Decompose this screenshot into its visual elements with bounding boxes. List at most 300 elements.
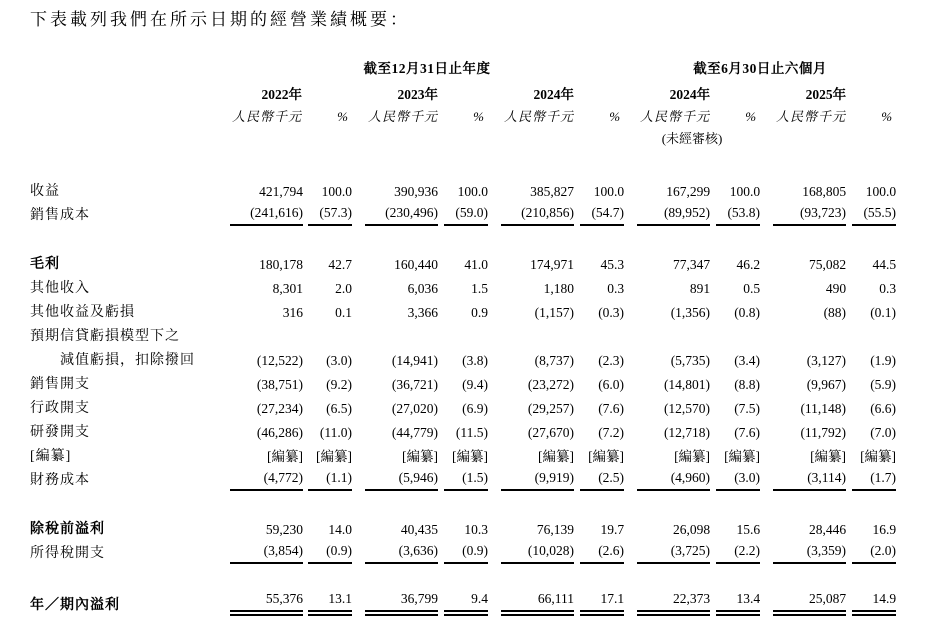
percent-value: 0.5 [743, 281, 761, 296]
percent-value: [編纂] [588, 449, 625, 464]
amount-value: (241,616) [230, 204, 303, 226]
value-cell [302, 299, 352, 323]
percent-value: (0.9) [308, 542, 352, 564]
value-cell [574, 371, 624, 395]
value-cell [760, 467, 846, 491]
percent-value: 16.9 [872, 522, 897, 537]
value-cell [574, 395, 624, 419]
percent-value: (53.8) [716, 204, 760, 226]
percent-value: (7.6) [734, 425, 761, 440]
amount-value: (3,725) [637, 542, 710, 564]
value-cell [438, 589, 488, 616]
percent-value: 44.5 [872, 257, 897, 272]
percent-value: (7.6) [598, 401, 625, 416]
value-cell [624, 419, 710, 443]
percent-value: 100.0 [729, 184, 761, 199]
percent-value: 19.7 [600, 522, 625, 537]
value-cell [710, 275, 760, 299]
amount-value: (12,718) [663, 425, 711, 440]
value-cell [230, 516, 302, 540]
value-cell [624, 275, 710, 299]
spacer-row [30, 564, 896, 589]
value-cell [488, 323, 574, 347]
value-cell [710, 299, 760, 323]
empty-cell [302, 127, 352, 149]
empty-cell [574, 127, 624, 149]
value-cell [230, 347, 302, 371]
value-cell [760, 540, 846, 564]
empty-cell [846, 79, 896, 105]
value-cell [710, 443, 760, 467]
percent-value: (1.9) [870, 353, 897, 368]
corner-cell [30, 57, 230, 79]
percent-value: (2.5) [580, 469, 624, 491]
value-cell [352, 251, 438, 275]
amount-value: (27,234) [256, 401, 303, 416]
amount-value: 77,347 [672, 257, 711, 272]
value-cell [846, 251, 896, 275]
amount-value: (9,919) [501, 469, 574, 491]
value-cell [352, 467, 438, 491]
amount-value: [編纂] [538, 449, 574, 464]
percent-value: [編纂] [724, 449, 761, 464]
amount-value: (230,496) [365, 204, 438, 226]
empty-cell [488, 127, 574, 149]
value-cell [302, 202, 352, 226]
value-cell [624, 371, 710, 395]
value-cell [574, 202, 624, 226]
empty-cell [30, 564, 896, 589]
row-label: 毛利 [30, 257, 60, 272]
value-cell [624, 323, 710, 347]
percent-value: 0.3 [607, 281, 625, 296]
percent-value: 14.9 [852, 590, 896, 616]
amount-value: (4,960) [637, 469, 710, 491]
value-cell [760, 443, 846, 467]
corner-cell [30, 105, 230, 127]
percent-value: (0.3) [598, 305, 625, 320]
value-cell [624, 589, 710, 616]
value-cell [574, 178, 624, 202]
amount-value: 26,098 [672, 522, 711, 537]
value-cell [846, 467, 896, 491]
value-cell [846, 202, 896, 226]
value-cell [352, 323, 438, 347]
percent-value: (6.0) [598, 377, 625, 392]
percent-value: 0.9 [471, 305, 488, 320]
amount-value: (44,779) [391, 425, 438, 440]
group-header-row [30, 57, 896, 79]
value-cell [624, 299, 710, 323]
percent-value: 10.3 [464, 522, 488, 537]
value-cell [302, 467, 352, 491]
amount-value: 385,827 [530, 184, 574, 199]
percent-value: 100.0 [865, 184, 897, 199]
percent-value: (57.3) [308, 204, 352, 226]
percent-value: (1.1) [308, 469, 352, 491]
amount-value: (210,856) [501, 204, 574, 226]
percent-value: 13.1 [308, 590, 352, 616]
percent-header: % [881, 109, 893, 124]
amount-value: 160,440 [394, 257, 438, 272]
amount-value: (29,257) [527, 401, 574, 416]
percent-value: 13.4 [716, 590, 760, 616]
percent-value: [編纂] [860, 449, 897, 464]
value-cell [760, 323, 846, 347]
value-cell [574, 419, 624, 443]
table-row [30, 419, 896, 443]
percent-value: (3.0) [716, 469, 760, 491]
row-label: 年／期內溢利 [30, 598, 120, 613]
value-cell [710, 467, 760, 491]
row-label: 銷售開支 [30, 377, 90, 392]
percent-value: 0.3 [879, 281, 897, 296]
value-cell [438, 371, 488, 395]
percent-value: (9.4) [462, 377, 488, 392]
value-cell [230, 323, 302, 347]
value-cell [438, 467, 488, 491]
row-label: 所得稅開支 [30, 546, 105, 561]
percent-value: (6.5) [326, 401, 352, 416]
row-label: 預期信貸虧損模型下之 [30, 329, 180, 344]
percent-value: (7.2) [598, 425, 625, 440]
spacer-row [30, 491, 896, 516]
amount-value: 891 [689, 281, 711, 296]
amount-value: (5,946) [365, 469, 438, 491]
percent-value: 15.6 [736, 522, 761, 537]
amount-value: [編纂] [402, 449, 438, 464]
value-cell [846, 589, 896, 616]
percent-value: 2.0 [335, 281, 352, 296]
row-label: [編纂] [30, 449, 72, 464]
value-cell [760, 395, 846, 419]
value-cell [624, 516, 710, 540]
value-cell [302, 395, 352, 419]
value-cell [624, 467, 710, 491]
value-cell [624, 178, 710, 202]
value-cell [846, 275, 896, 299]
year-header: 2023年 [397, 87, 438, 102]
value-cell [438, 516, 488, 540]
amount-value: (27,020) [391, 401, 438, 416]
table-row [30, 395, 896, 419]
amount-value: 8,301 [272, 281, 303, 296]
percent-value: (5.9) [870, 377, 897, 392]
amount-value: 36,799 [365, 590, 438, 616]
value-cell [438, 251, 488, 275]
amount-value: 167,299 [666, 184, 711, 199]
unaudited-row [30, 127, 896, 149]
value-cell [352, 443, 438, 467]
percent-value: 1.5 [471, 281, 488, 296]
amount-value: (88) [823, 305, 847, 320]
row-label: 除稅前溢利 [30, 522, 105, 537]
empty-cell [438, 127, 488, 149]
value-cell [438, 178, 488, 202]
value-cell [846, 516, 896, 540]
value-cell [438, 419, 488, 443]
value-cell [352, 540, 438, 564]
amount-value: [編纂] [267, 449, 303, 464]
amount-value: 40,435 [400, 522, 438, 537]
value-cell [230, 589, 302, 616]
value-cell [488, 419, 574, 443]
table-row [30, 540, 896, 564]
empty-cell [574, 79, 624, 105]
percent-value: 100.0 [593, 184, 625, 199]
value-cell [488, 395, 574, 419]
amount-value: (11,148) [800, 401, 847, 416]
value-cell [488, 347, 574, 371]
percent-value: (3.0) [326, 353, 352, 368]
value-cell [230, 467, 302, 491]
amount-value: 55,376 [230, 590, 303, 616]
percent-value: (2.3) [598, 353, 625, 368]
amount-value: (3,127) [806, 353, 847, 368]
amount-value: (9,967) [806, 377, 847, 392]
amount-value: (1,356) [670, 305, 711, 320]
value-cell [624, 395, 710, 419]
percent-value: (59.0) [444, 204, 488, 226]
amount-value: 390,936 [394, 184, 438, 199]
amount-value: 76,139 [536, 522, 574, 537]
percent-value: 100.0 [457, 184, 488, 199]
unit-header: 人民幣千元 [367, 109, 438, 124]
amount-value: 1,180 [543, 281, 574, 296]
empty-cell [710, 79, 760, 105]
value-cell [624, 347, 710, 371]
percent-value: 17.1 [580, 590, 624, 616]
value-cell [352, 589, 438, 616]
value-cell [624, 540, 710, 564]
percent-value: (0.1) [870, 305, 897, 320]
value-cell [230, 371, 302, 395]
value-cell [438, 443, 488, 467]
empty-cell [352, 127, 438, 149]
amount-value: (3,854) [230, 542, 303, 564]
amount-value: 180,178 [259, 257, 303, 272]
percent-value: (0.8) [734, 305, 761, 320]
value-cell [760, 516, 846, 540]
year-header: 2022年 [261, 87, 302, 102]
amount-value: 28,446 [808, 522, 847, 537]
value-cell [624, 251, 710, 275]
value-cell [302, 589, 352, 616]
value-cell [488, 540, 574, 564]
value-cell [574, 589, 624, 616]
value-cell [488, 589, 574, 616]
value-cell [574, 540, 624, 564]
percent-header: % [745, 109, 757, 124]
value-cell [710, 419, 760, 443]
amount-value: (23,272) [527, 377, 574, 392]
amount-value: (8,737) [534, 353, 574, 368]
percent-value: [編纂] [452, 449, 488, 464]
value-cell [302, 251, 352, 275]
amount-value: (46,286) [256, 425, 303, 440]
value-cell [352, 202, 438, 226]
value-cell [438, 540, 488, 564]
percent-value: (6.6) [870, 401, 897, 416]
value-cell [438, 395, 488, 419]
value-cell [710, 589, 760, 616]
empty-cell [846, 127, 896, 149]
value-cell [574, 323, 624, 347]
value-cell [710, 395, 760, 419]
percent-value: (2.0) [852, 542, 896, 564]
percent-value: 45.3 [600, 257, 625, 272]
year-header: 2024年 [533, 87, 574, 102]
value-cell [438, 202, 488, 226]
amount-value: 59,230 [265, 522, 303, 537]
amount-value: (10,028) [501, 542, 574, 564]
percent-value: (8.8) [734, 377, 761, 392]
percent-value: (9.2) [326, 377, 352, 392]
percent-header: % [609, 109, 621, 124]
amount-value: (5,735) [670, 353, 711, 368]
value-cell [760, 178, 846, 202]
year-header: 2024年 [669, 87, 711, 102]
percent-value: 41.0 [464, 257, 488, 272]
value-cell [488, 299, 574, 323]
amount-value: 3,366 [407, 305, 438, 320]
value-cell [710, 371, 760, 395]
row-label: 財務成本 [30, 473, 90, 488]
value-cell [438, 275, 488, 299]
value-cell [352, 299, 438, 323]
percent-value: (2.6) [580, 542, 624, 564]
table-row [30, 443, 896, 467]
value-cell [302, 178, 352, 202]
row-label: 收益 [30, 184, 60, 199]
page-title: 下表載列我們在所示日期的經營業績概要： [30, 10, 410, 29]
empty-cell [230, 127, 302, 149]
table-row [30, 516, 896, 540]
percent-value: 100.0 [321, 184, 352, 199]
value-cell [574, 275, 624, 299]
table-head [30, 57, 896, 178]
value-cell [846, 323, 896, 347]
amount-value: (4,772) [230, 469, 303, 491]
percent-value: (2.2) [716, 542, 760, 564]
value-cell [230, 443, 302, 467]
corner-cell [30, 79, 230, 105]
value-cell [574, 443, 624, 467]
value-cell [624, 202, 710, 226]
value-cell [352, 419, 438, 443]
percent-value: 14.0 [328, 522, 352, 537]
row-label: 銷售成本 [30, 208, 90, 223]
amount-value: 316 [282, 305, 303, 320]
value-cell [574, 467, 624, 491]
table-row [30, 589, 896, 616]
year-header: 2025年 [805, 87, 847, 102]
year-header-row [30, 79, 896, 105]
amount-value: (3,114) [773, 469, 846, 491]
value-cell [302, 275, 352, 299]
amount-value: 421,794 [259, 184, 303, 199]
empty-cell [30, 149, 896, 178]
value-cell [488, 275, 574, 299]
amount-value: (12,522) [256, 353, 303, 368]
amount-value: 75,082 [808, 257, 847, 272]
period-group-header: 截至12月31日止年度 [363, 61, 491, 76]
value-cell [846, 419, 896, 443]
value-cell [846, 395, 896, 419]
value-cell [710, 323, 760, 347]
value-cell [574, 347, 624, 371]
value-cell [352, 395, 438, 419]
percent-value: (55.5) [852, 204, 896, 226]
percent-value: (0.9) [444, 542, 488, 564]
unit-header: 人民幣千元 [640, 109, 711, 124]
value-cell [760, 251, 846, 275]
percent-value: 42.7 [328, 257, 352, 272]
percent-value: (7.5) [734, 401, 761, 416]
value-cell [302, 347, 352, 371]
amount-value: (93,723) [773, 204, 846, 226]
amount-value: 174,971 [530, 257, 574, 272]
amount-value: 22,373 [637, 590, 710, 616]
empty-cell [760, 127, 846, 149]
amount-value: (11,792) [800, 425, 847, 440]
value-cell [846, 371, 896, 395]
row-label: 其他收益及虧損 [30, 305, 135, 320]
value-cell [438, 299, 488, 323]
percent-value: (1.7) [852, 469, 896, 491]
amount-value: 66,111 [501, 590, 574, 616]
value-cell [710, 347, 760, 371]
amount-value: [編纂] [674, 449, 711, 464]
value-cell [710, 540, 760, 564]
value-cell [574, 251, 624, 275]
value-cell [488, 443, 574, 467]
percent-value: 9.4 [444, 590, 488, 616]
value-cell [302, 419, 352, 443]
value-cell [574, 516, 624, 540]
percent-value: (54.7) [580, 204, 624, 226]
value-cell [352, 371, 438, 395]
table-row [30, 275, 896, 299]
percent-value: (7.0) [870, 425, 897, 440]
value-cell [760, 299, 846, 323]
value-cell [230, 275, 302, 299]
unit-header: 人民幣千元 [231, 109, 302, 124]
value-cell [230, 202, 302, 226]
value-cell [488, 202, 574, 226]
value-cell [230, 395, 302, 419]
empty-cell [30, 226, 896, 251]
amount-value: (1,157) [534, 305, 574, 320]
table-row [30, 467, 896, 491]
amount-value: (3,636) [365, 542, 438, 564]
value-cell [574, 299, 624, 323]
value-cell [352, 516, 438, 540]
value-cell [352, 347, 438, 371]
percent-value: [編纂] [316, 449, 352, 464]
value-cell [302, 516, 352, 540]
amount-value: (12,570) [663, 401, 711, 416]
table-body [30, 178, 896, 616]
value-cell [846, 443, 896, 467]
value-cell [760, 371, 846, 395]
value-cell [488, 467, 574, 491]
value-cell [488, 251, 574, 275]
value-cell [230, 419, 302, 443]
table-row [30, 347, 896, 371]
percent-value: (11.5) [455, 425, 488, 440]
row-label: 研發開支 [30, 425, 90, 440]
